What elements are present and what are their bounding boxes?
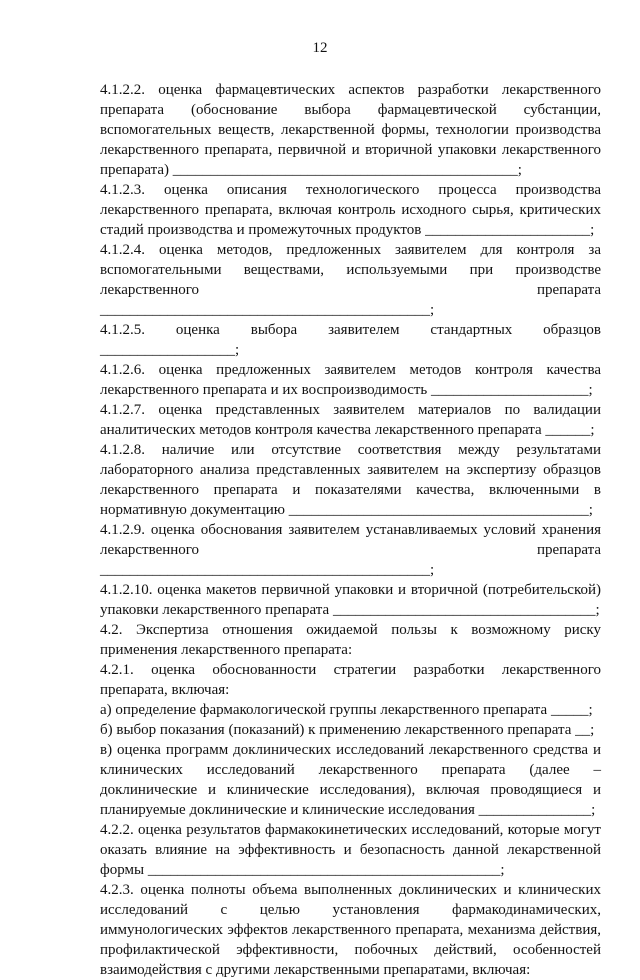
paragraph-4-1-2-2: 4.1.2.2. оценка фармацевтических аспектов разработки лекарственного препарата (обоснование выбора фармацевтической субстанции, вспомогательных веществ, лекарственной формы, технологии производства лекарственного препарата, первичной и вторичной упаковки лекарственного препарата) ______________________________________________;	[100, 82, 601, 178]
document-body	[100, 80, 601, 980]
list-item-a: а) определение фармакологической группы лекарственного препарата _____;	[100, 702, 593, 718]
paragraph-4-1-2-10: 4.1.2.10. оценка макетов первичной упаковки и вторичной (потребительской) упаковки лекарственного препарата ___________________________________;	[100, 582, 601, 618]
list-item-b: б) выбор показания (показаний) к применению лекарственного препарата __;	[100, 722, 595, 738]
paragraph-4-1-2-3: 4.1.2.3. оценка описания технологического процесса производства лекарственного препарата, включая контроль исходного сырья, критических стадий производства и промежуточных продуктов ______________________;	[100, 182, 601, 238]
paragraph-4-1-2-5: 4.1.2.5. оценка выбора заявителем стандартных образцов __________________;	[100, 322, 601, 358]
paragraph-4-1-2-9: 4.1.2.9. оценка обоснования заявителем устанавливаемых условий хранения лекарственного препарата ____________________________________________;	[100, 522, 601, 578]
paragraph-4-1-2-4: 4.1.2.4. оценка методов, предложенных заявителем для контроля за вспомогательными веществами, используемыми при производстве лекарственного препарата ____________________________________________;	[100, 242, 601, 318]
paragraph-4-1-2-7: 4.1.2.7. оценка представленных заявителем материалов по валидации аналитических методов контроля качества лекарственного препарата ______;	[100, 402, 601, 438]
section-heading-4-2: 4.2. Экспертиза отношения ожидаемой пользы к возможному риску применения лекарственного препарата:	[100, 622, 601, 658]
paragraph-4-2-2: 4.2.2. оценка результатов фармакокинетических исследований, которые могут оказать влияние на эффективность и безопасность данной лекарственной формы _______________________________________________;	[100, 822, 601, 878]
paragraph-4-1-2-6: 4.1.2.6. оценка предложенных заявителем методов контроля качества лекарственного препарата и их воспроизводимость _____________________;	[100, 362, 601, 398]
paragraph-4-2-1: 4.2.1. оценка обоснованности стратегии разработки лекарственного препарата, включая:	[100, 662, 601, 698]
paragraph-4-2-3: 4.2.3. оценка полноты объема выполненных доклинических и клинических исследований с целью установления фармакодинамических, иммунологических эффектов лекарственного препарата, механизма действия, профилактической эффективности, побочных действий, особенностей взаимодействия с другими лекарственными препаратами, включая:	[100, 882, 601, 978]
list-item-v: в) оценка программ доклинических исследований лекарственного средства и клинических исследований лекарственного препарата (далее – доклинические и клинические исследования), включая проводящиеся и планируемые доклинические и клинические исследования _______________;	[100, 742, 601, 818]
paragraph-4-1-2-8: 4.1.2.8. наличие или отсутствие соответствия между результатами лабораторного анализа представленных заявителем на экспертизу образцов лекарственного препарата и показателями качества, включенными в нормативную документацию ________________________________________;	[100, 442, 601, 518]
page-number: 12	[312, 40, 328, 56]
